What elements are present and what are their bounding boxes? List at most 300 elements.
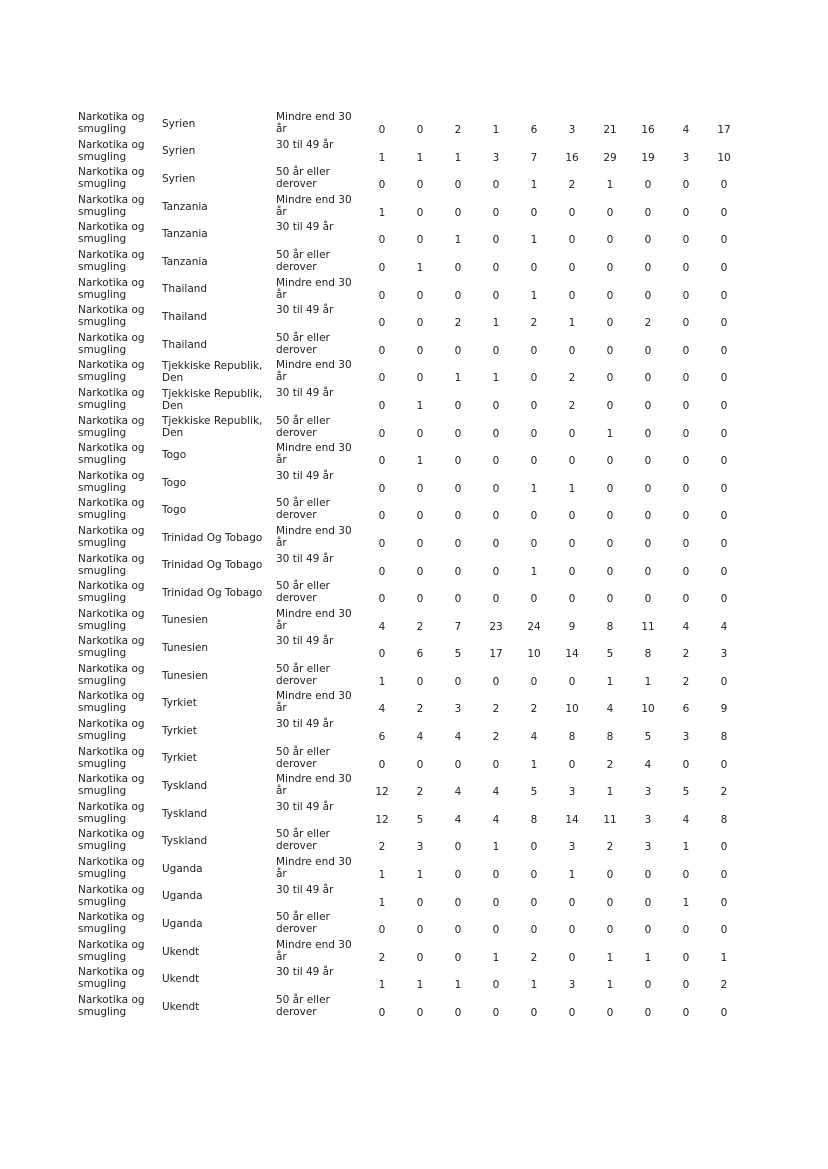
age-group-cell: 30 til 49 år	[276, 469, 334, 482]
country-cell: Tjekkiske Republik, Den	[162, 415, 263, 440]
country-cell: Uganda	[162, 918, 203, 931]
table-row	[78, 772, 758, 800]
value-cell: 8	[606, 731, 614, 744]
value-cell: 0	[416, 565, 424, 578]
country-cell: Uganda	[162, 862, 203, 875]
value-cell: 4	[492, 813, 500, 826]
value-cell: 3	[568, 841, 576, 854]
value-cell: 0	[492, 179, 500, 192]
value-cell: 12	[375, 786, 389, 799]
category-cell: Narkotika og smugling	[78, 359, 145, 384]
value-cell: 0	[682, 758, 690, 771]
value-cell: 1	[530, 234, 538, 247]
age-group-cell: 50 år eller derover	[276, 911, 330, 936]
value-cell: 3	[720, 648, 728, 661]
country-cell: Ukendt	[162, 1000, 200, 1013]
value-cell: 1	[454, 372, 462, 385]
table-row	[78, 414, 758, 442]
value-cell: 0	[720, 565, 728, 578]
value-cell: 0	[530, 206, 538, 219]
value-cell: 0	[606, 344, 614, 357]
value-cell: 0	[378, 455, 386, 468]
table-row	[78, 331, 758, 359]
value-cell: 10	[641, 703, 655, 716]
value-cell: 0	[682, 206, 690, 219]
value-cell: 0	[682, 372, 690, 385]
value-cell: 7	[530, 151, 538, 164]
table-row	[78, 965, 758, 993]
value-cell: 0	[416, 344, 424, 357]
country-cell: Tanzania	[162, 228, 208, 241]
age-group-cell: Mindre end 30 år	[276, 193, 352, 218]
value-cell: 4	[378, 620, 386, 633]
value-cell: 0	[492, 924, 500, 937]
category-cell: Narkotika og smugling	[78, 966, 145, 991]
category-cell: Narkotika og smugling	[78, 662, 145, 687]
value-cell: 0	[568, 427, 576, 440]
value-cell: 0	[644, 206, 652, 219]
country-cell: Syrien	[162, 145, 196, 158]
value-cell: 0	[530, 455, 538, 468]
value-cell: 2	[682, 675, 690, 688]
category-cell: Narkotika og smugling	[78, 911, 145, 936]
value-cell: 0	[606, 537, 614, 550]
value-cell: 8	[720, 731, 728, 744]
value-cell: 4	[454, 813, 462, 826]
table-row	[78, 607, 758, 635]
country-cell: Thailand	[162, 338, 208, 351]
value-cell: 1	[530, 758, 538, 771]
value-cell: 0	[720, 675, 728, 688]
value-cell: 2	[606, 758, 614, 771]
category-cell: Narkotika og smugling	[78, 580, 145, 605]
value-cell: 0	[416, 951, 424, 964]
value-cell: 0	[416, 593, 424, 606]
value-cell: 0	[606, 1007, 614, 1019]
value-cell: 0	[378, 124, 386, 136]
category-cell: Narkotika og smugling	[78, 469, 145, 494]
value-cell: 0	[720, 372, 728, 385]
value-cell: 4	[416, 731, 424, 744]
value-cell: 1	[568, 317, 576, 330]
value-cell: 0	[644, 399, 652, 412]
value-cell: 0	[606, 234, 614, 247]
value-cell: 0	[416, 234, 424, 247]
table-row	[78, 524, 758, 552]
value-cell: 0	[378, 179, 386, 192]
category-cell: Narkotika og smugling	[78, 442, 145, 467]
value-cell: 1	[492, 372, 500, 385]
age-group-cell: Mindre end 30 år	[276, 111, 352, 135]
table-row	[78, 220, 758, 248]
value-cell: 0	[416, 124, 424, 136]
table-row	[78, 386, 758, 414]
category-cell: Narkotika og smugling	[78, 386, 145, 411]
value-cell: 0	[492, 344, 500, 357]
value-cell: 0	[378, 565, 386, 578]
value-cell: 2	[416, 786, 424, 799]
value-cell: 4	[606, 703, 614, 716]
value-cell: 0	[606, 289, 614, 302]
value-cell: 0	[568, 951, 576, 964]
category-cell: Narkotika og smugling	[78, 414, 145, 439]
value-cell: 0	[378, 289, 386, 302]
value-cell: 2	[720, 979, 728, 992]
value-cell: 1	[378, 675, 386, 688]
country-cell: Tyskland	[162, 807, 208, 820]
category-cell: Narkotika og smugling	[78, 883, 145, 908]
value-cell: 10	[717, 151, 731, 164]
value-cell: 0	[682, 234, 690, 247]
country-cell: Tunesien	[162, 669, 209, 682]
value-cell: 1	[378, 869, 386, 882]
value-cell: 0	[530, 399, 538, 412]
value-cell: 0	[568, 537, 576, 550]
value-cell: 0	[568, 1007, 576, 1019]
value-cell: 0	[454, 896, 462, 909]
value-cell: 4	[378, 703, 386, 716]
value-cell: 0	[416, 1007, 424, 1019]
value-cell: 0	[492, 1007, 500, 1019]
value-cell: 0	[606, 510, 614, 523]
value-cell: 0	[416, 179, 424, 192]
value-cell: 0	[682, 261, 690, 274]
country-cell: Ukendt	[162, 973, 200, 986]
value-cell: 0	[378, 1007, 386, 1019]
value-cell: 0	[416, 675, 424, 688]
value-cell: 0	[454, 206, 462, 219]
value-cell: 1	[416, 869, 424, 882]
value-cell: 0	[682, 869, 690, 882]
value-cell: 0	[530, 372, 538, 385]
value-cell: 29	[603, 151, 617, 164]
value-cell: 17	[489, 648, 503, 661]
value-cell: 0	[454, 179, 462, 192]
value-cell: 0	[454, 537, 462, 550]
value-cell: 0	[682, 565, 690, 578]
value-cell: 0	[530, 1007, 538, 1019]
value-cell: 0	[682, 510, 690, 523]
country-cell: Ukendt	[162, 945, 200, 958]
value-cell: 0	[720, 427, 728, 440]
category-cell: Narkotika og smugling	[78, 497, 145, 522]
value-cell: 0	[492, 510, 500, 523]
value-cell: 0	[378, 344, 386, 357]
value-cell: 2	[720, 786, 728, 799]
value-cell: 0	[682, 951, 690, 964]
value-cell: 0	[378, 317, 386, 330]
value-cell: 24	[527, 620, 541, 633]
age-group-cell: 50 år eller derover	[276, 745, 330, 770]
table-row	[78, 441, 758, 469]
value-cell: 0	[606, 206, 614, 219]
value-cell: 1	[606, 675, 614, 688]
value-cell: 0	[682, 482, 690, 495]
value-cell: 11	[641, 620, 655, 633]
age-group-cell: Mindre end 30 år	[276, 524, 352, 549]
value-cell: 0	[682, 924, 690, 937]
table-row	[78, 689, 758, 717]
value-cell: 0	[378, 372, 386, 385]
value-cell: 2	[454, 317, 462, 330]
value-cell: 1	[492, 951, 500, 964]
value-cell: 0	[644, 372, 652, 385]
value-cell: 0	[492, 869, 500, 882]
value-cell: 2	[378, 951, 386, 964]
value-cell: 3	[644, 841, 652, 854]
table-row	[78, 634, 758, 662]
age-group-cell: Mindre end 30 år	[276, 773, 352, 798]
value-cell: 0	[720, 593, 728, 606]
value-cell: 0	[720, 896, 728, 909]
country-cell: Tyskland	[162, 780, 208, 793]
value-cell: 0	[454, 951, 462, 964]
country-cell: Syrien	[162, 172, 196, 185]
value-cell: 0	[606, 317, 614, 330]
value-cell: 2	[568, 372, 576, 385]
table-row	[78, 110, 758, 138]
value-cell: 1	[454, 234, 462, 247]
table-row	[78, 855, 758, 883]
table-row	[78, 276, 758, 304]
value-cell: 0	[568, 455, 576, 468]
category-cell: Narkotika og smugling	[78, 552, 145, 577]
value-cell: 2	[492, 731, 500, 744]
value-cell: 0	[720, 289, 728, 302]
value-cell: 0	[606, 372, 614, 385]
value-cell: 0	[454, 399, 462, 412]
age-group-cell: 50 år eller derover	[276, 662, 330, 687]
value-cell: 0	[492, 565, 500, 578]
value-cell: 0	[720, 261, 728, 274]
age-group-cell: 30 til 49 år	[276, 800, 334, 813]
age-group-cell: 30 til 49 år	[276, 552, 334, 565]
value-cell: 0	[492, 261, 500, 274]
country-cell: Tjekkiske Republik, Den	[162, 387, 263, 412]
table-row	[78, 662, 758, 690]
value-cell: 10	[527, 648, 541, 661]
value-cell: 0	[682, 399, 690, 412]
data-table	[78, 110, 758, 1021]
value-cell: 2	[530, 317, 538, 330]
value-cell: 1	[568, 482, 576, 495]
value-cell: 0	[416, 924, 424, 937]
value-cell: 0	[378, 399, 386, 412]
value-cell: 0	[568, 234, 576, 247]
value-cell: 1	[606, 786, 614, 799]
age-group-cell: 50 år eller derover	[276, 414, 330, 439]
value-cell: 2	[454, 124, 462, 136]
value-cell: 1	[606, 179, 614, 192]
value-cell: 4	[682, 620, 690, 633]
value-cell: 0	[492, 896, 500, 909]
value-cell: 0	[492, 234, 500, 247]
value-cell: 4	[644, 758, 652, 771]
value-cell: 0	[454, 593, 462, 606]
value-cell: 0	[378, 261, 386, 274]
value-cell: 0	[568, 206, 576, 219]
value-cell: 0	[644, 234, 652, 247]
value-cell: 0	[416, 896, 424, 909]
value-cell: 0	[720, 841, 728, 854]
value-cell: 0	[682, 427, 690, 440]
category-cell: Narkotika og smugling	[78, 248, 145, 273]
country-cell: Trinidad Og Tobago	[162, 586, 263, 599]
category-cell: Narkotika og smugling	[78, 138, 145, 163]
value-cell: 3	[682, 731, 690, 744]
value-cell: 1	[416, 399, 424, 412]
value-cell: 0	[378, 234, 386, 247]
country-cell: Tanzania	[162, 200, 208, 213]
country-cell: Tyrkiet	[162, 697, 197, 710]
value-cell: 0	[492, 593, 500, 606]
value-cell: 0	[568, 510, 576, 523]
table-row	[78, 800, 758, 828]
age-group-cell: Mindre end 30 år	[276, 442, 352, 467]
value-cell: 0	[682, 979, 690, 992]
category-cell: Narkotika og smugling	[78, 304, 145, 329]
value-cell: 3	[568, 124, 576, 136]
country-cell: Tanzania	[162, 255, 208, 268]
value-cell: 5	[606, 648, 614, 661]
value-cell: 0	[606, 593, 614, 606]
value-cell: 0	[378, 427, 386, 440]
age-group-cell: 50 år eller derover	[276, 166, 330, 191]
country-cell: Tunesien	[162, 642, 209, 655]
value-cell: 1	[530, 979, 538, 992]
value-cell: 0	[454, 455, 462, 468]
age-group-cell: 30 til 49 år	[276, 221, 334, 234]
value-cell: 0	[530, 675, 538, 688]
value-cell: 19	[641, 151, 655, 164]
value-cell: 2	[606, 841, 614, 854]
table-row	[78, 193, 758, 221]
value-cell: 11	[603, 813, 617, 826]
value-cell: 0	[492, 206, 500, 219]
value-cell: 0	[644, 289, 652, 302]
value-cell: 0	[416, 758, 424, 771]
age-group-cell: Mindre end 30 år	[276, 690, 352, 715]
category-cell: Narkotika og smugling	[78, 745, 145, 770]
value-cell: 5	[416, 813, 424, 826]
value-cell: 0	[530, 261, 538, 274]
age-group-cell: 50 år eller derover	[276, 248, 330, 273]
value-cell: 0	[378, 482, 386, 495]
age-group-cell: 30 til 49 år	[276, 386, 334, 399]
value-cell: 0	[530, 344, 538, 357]
table-row	[78, 358, 758, 386]
value-cell: 8	[530, 813, 538, 826]
value-cell: 1	[568, 869, 576, 882]
value-cell: 0	[720, 399, 728, 412]
age-group-cell: Mindre end 30 år	[276, 359, 352, 384]
value-cell: 0	[720, 510, 728, 523]
value-cell: 0	[606, 869, 614, 882]
value-cell: 0	[606, 399, 614, 412]
value-cell: 0	[644, 896, 652, 909]
value-cell: 5	[530, 786, 538, 799]
value-cell: 3	[644, 813, 652, 826]
value-cell: 0	[454, 1007, 462, 1019]
value-cell: 2	[378, 841, 386, 854]
value-cell: 0	[416, 510, 424, 523]
value-cell: 0	[644, 924, 652, 937]
table-row	[78, 248, 758, 276]
value-cell: 0	[568, 758, 576, 771]
age-group-cell: 50 år eller derover	[276, 994, 330, 1018]
category-cell: Narkotika og smugling	[78, 938, 145, 963]
table-row	[78, 883, 758, 911]
value-cell: 2	[530, 703, 538, 716]
country-cell: Togo	[162, 504, 187, 517]
value-cell: 0	[644, 593, 652, 606]
value-cell: 0	[492, 482, 500, 495]
value-cell: 0	[454, 758, 462, 771]
value-cell: 1	[606, 951, 614, 964]
value-cell: 4	[720, 620, 728, 633]
value-cell: 0	[682, 179, 690, 192]
value-cell: 0	[416, 482, 424, 495]
category-cell: Narkotika og smugling	[78, 193, 145, 218]
value-cell: 12	[375, 813, 389, 826]
value-cell: 0	[720, 1007, 728, 1019]
age-group-cell: 30 til 49 år	[276, 138, 334, 151]
value-cell: 16	[641, 124, 655, 136]
value-cell: 0	[378, 537, 386, 550]
age-group-cell: 50 år eller derover	[276, 497, 330, 522]
country-cell: Tjekkiske Republik, Den	[162, 360, 263, 385]
value-cell: 2	[416, 620, 424, 633]
value-cell: 8	[568, 731, 576, 744]
age-group-cell: 50 år eller derover	[276, 828, 330, 853]
value-cell: 0	[454, 510, 462, 523]
table-row	[78, 993, 758, 1021]
category-cell: Narkotika og smugling	[78, 690, 145, 715]
value-cell: 0	[378, 593, 386, 606]
value-cell: 2	[530, 951, 538, 964]
value-cell: 10	[565, 703, 579, 716]
value-cell: 3	[682, 151, 690, 164]
value-cell: 7	[454, 620, 462, 633]
table-row	[78, 745, 758, 773]
category-cell: Narkotika og smugling	[78, 166, 145, 191]
table-row	[78, 138, 758, 166]
value-cell: 8	[606, 620, 614, 633]
category-cell: Narkotika og smugling	[78, 773, 145, 798]
table-row	[78, 717, 758, 745]
table-row	[78, 827, 758, 855]
value-cell: 0	[530, 537, 538, 550]
category-cell: Narkotika og smugling	[78, 607, 145, 632]
value-cell: 3	[644, 786, 652, 799]
value-cell: 6	[378, 731, 386, 744]
value-cell: 0	[378, 510, 386, 523]
value-cell: 0	[416, 289, 424, 302]
value-cell: 1	[492, 124, 500, 136]
value-cell: 0	[378, 758, 386, 771]
value-cell: 0	[720, 234, 728, 247]
value-cell: 4	[682, 124, 690, 136]
value-cell: 0	[492, 675, 500, 688]
value-cell: 0	[644, 261, 652, 274]
value-cell: 1	[416, 261, 424, 274]
value-cell: 0	[606, 455, 614, 468]
value-cell: 0	[492, 758, 500, 771]
value-cell: 0	[454, 924, 462, 937]
value-cell: 2	[492, 703, 500, 716]
value-cell: 0	[682, 317, 690, 330]
value-cell: 1	[492, 841, 500, 854]
